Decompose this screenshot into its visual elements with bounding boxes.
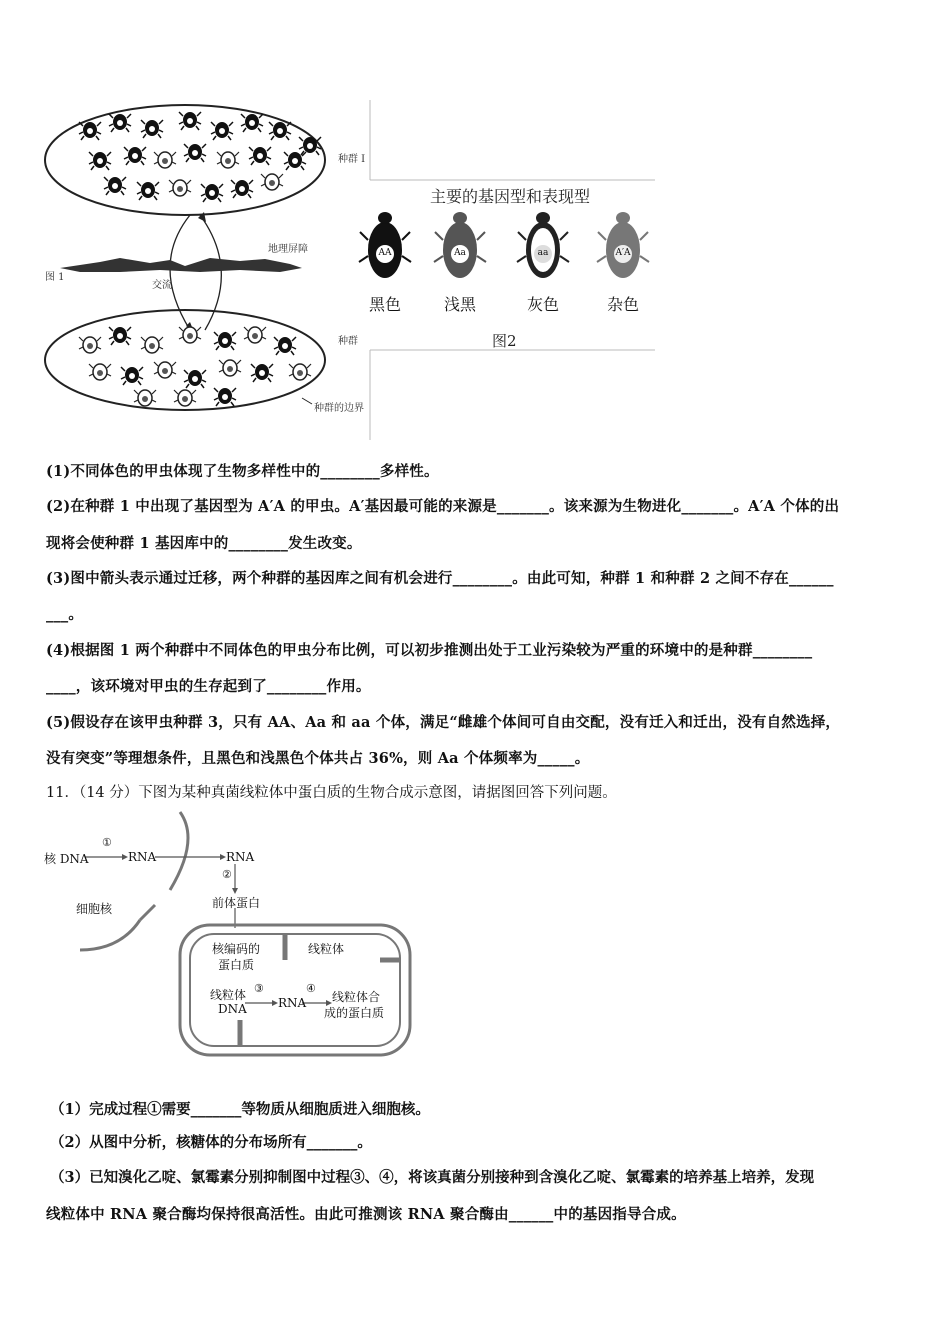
q10-line-2: (2)在种群 1 中出现了基因型为 A′A 的甲虫。A′基因最可能的来源是_______。该来源为生物进化_______。A′A 个体的出 (46, 498, 840, 515)
pop1-label: 种群 I (338, 154, 366, 165)
phenotype-label: 黑色 (368, 295, 401, 314)
genotype-label: AA (378, 248, 392, 258)
q11-sub-2: （2）从图中分析，核糖体的分布场所有_______。 (50, 1134, 372, 1151)
step4-label: ④ (306, 982, 316, 995)
exchange-label: 交流 (152, 280, 172, 291)
q10-line-5: ___。 (46, 606, 84, 623)
nuc-encoded-label-2: 蛋白质 (218, 958, 255, 972)
step2-label: ② (222, 868, 232, 881)
phenotype-label: 浅黑 (443, 295, 476, 314)
fig1-label: 图 1 (45, 272, 65, 283)
genotype-label: A′A (615, 248, 631, 258)
boundary-label: 种群的边界 (314, 403, 364, 414)
q11-sub-3b: 线粒体中 RNA 聚合酶均保持很高活性。由此可推测该 RNA 聚合酶由______中的基因指导合成。 (46, 1206, 686, 1223)
beetle-mixed-icon (597, 212, 649, 278)
fig2-beetle-row (355, 206, 655, 316)
mtdna-label-1: 线粒体 (210, 988, 247, 1002)
exchange-arrow-down (170, 215, 190, 330)
mito-protein-label-1: 线粒体合 (332, 990, 381, 1004)
rna1-label: RNA (128, 850, 157, 864)
mtdna-label-2: DNA (218, 1002, 247, 1016)
step3-label: ③ (254, 982, 264, 995)
exchange-arrow-up (200, 215, 221, 330)
precursor-label: 前体蛋白 (212, 896, 261, 910)
phenotype-label: 灰色 (526, 295, 559, 314)
q10-line-3: 现将会使种群 1 基因库中的________发生改变。 (46, 535, 362, 552)
q10-line-8: (5)假设存在该甲虫种群 3，只有 AA、Aa 和 aa 个体，满足“雌雄个体间可自由交配，没有迁入和迁出，没有自然选择， (46, 714, 841, 731)
beetle-gray-icon (517, 212, 569, 278)
q10-line-7: ____，该环境对甲虫的生存起到了________作用。 (46, 678, 371, 695)
nuc-encoded-label-1: 核编码的 (212, 942, 261, 956)
nucleus-label: 细胞核 (76, 902, 113, 916)
q10-line-9: 没有突变”等理想条件，且黑色和浅黑色个体共占 36%，则 Aa 个体频率为_____。 (46, 750, 590, 767)
q11-sub-3a: （3）已知溴化乙啶、氯霉素分别抑制图中过程③、④，将该真菌分别接种到含溴化乙啶、氯霉素的培养基上培养，发现 (50, 1169, 815, 1186)
mitochondria-protein-diagram (40, 810, 420, 1070)
phenotype-label: 杂色 (606, 295, 639, 314)
population-2-beetles (79, 327, 311, 406)
beetle-black-icon (359, 212, 411, 278)
q10-line-6: (4)根据图 1 两个种群中不同体色的甲虫分布比例，可以初步推测出处于工业污染较为严重的环境中的是种群________ (46, 642, 813, 659)
fig2-title: 主要的基因型和表现型 (430, 187, 591, 206)
step1-label: ① (102, 836, 112, 849)
rna3-label: RNA (278, 996, 307, 1010)
beetle-light-black-icon (434, 212, 486, 278)
genotype-label: aa (537, 248, 549, 258)
fig2-beetle-drawings (355, 206, 655, 286)
nuclear-dna-label: 核 DNA (44, 852, 89, 866)
geographic-barrier (60, 258, 302, 272)
pop2-label: 种群 (338, 336, 358, 347)
q11-header: 11．（14 分）下图为某种真菌线粒体中蛋白质的生物合成示意图，请据图回答下列问题。 (46, 785, 617, 801)
genotype-label: Aa (454, 248, 466, 258)
q10-line-4: (3)图中箭头表示通过迁移，两个种群的基因库之间有机会进行________。由此可知，种群 1 和种群 2 之间不存在______ (46, 570, 834, 587)
q11-sub-1: （1）完成过程①需要_______等物质从细胞质进入细胞核。 (50, 1101, 430, 1118)
mito-label: 线粒体 (308, 942, 345, 956)
barrier-label: 地理屏障 (268, 244, 308, 255)
q10-line-1: (1)不同体色的甲虫体现了生物多样性中的________多样性。 (46, 463, 439, 480)
population-1-beetles (79, 112, 321, 202)
rna2-label: RNA (226, 850, 255, 864)
fig2-caption: 图2 (492, 332, 517, 350)
mito-protein-label-2: 成的蛋白质 (324, 1006, 385, 1020)
